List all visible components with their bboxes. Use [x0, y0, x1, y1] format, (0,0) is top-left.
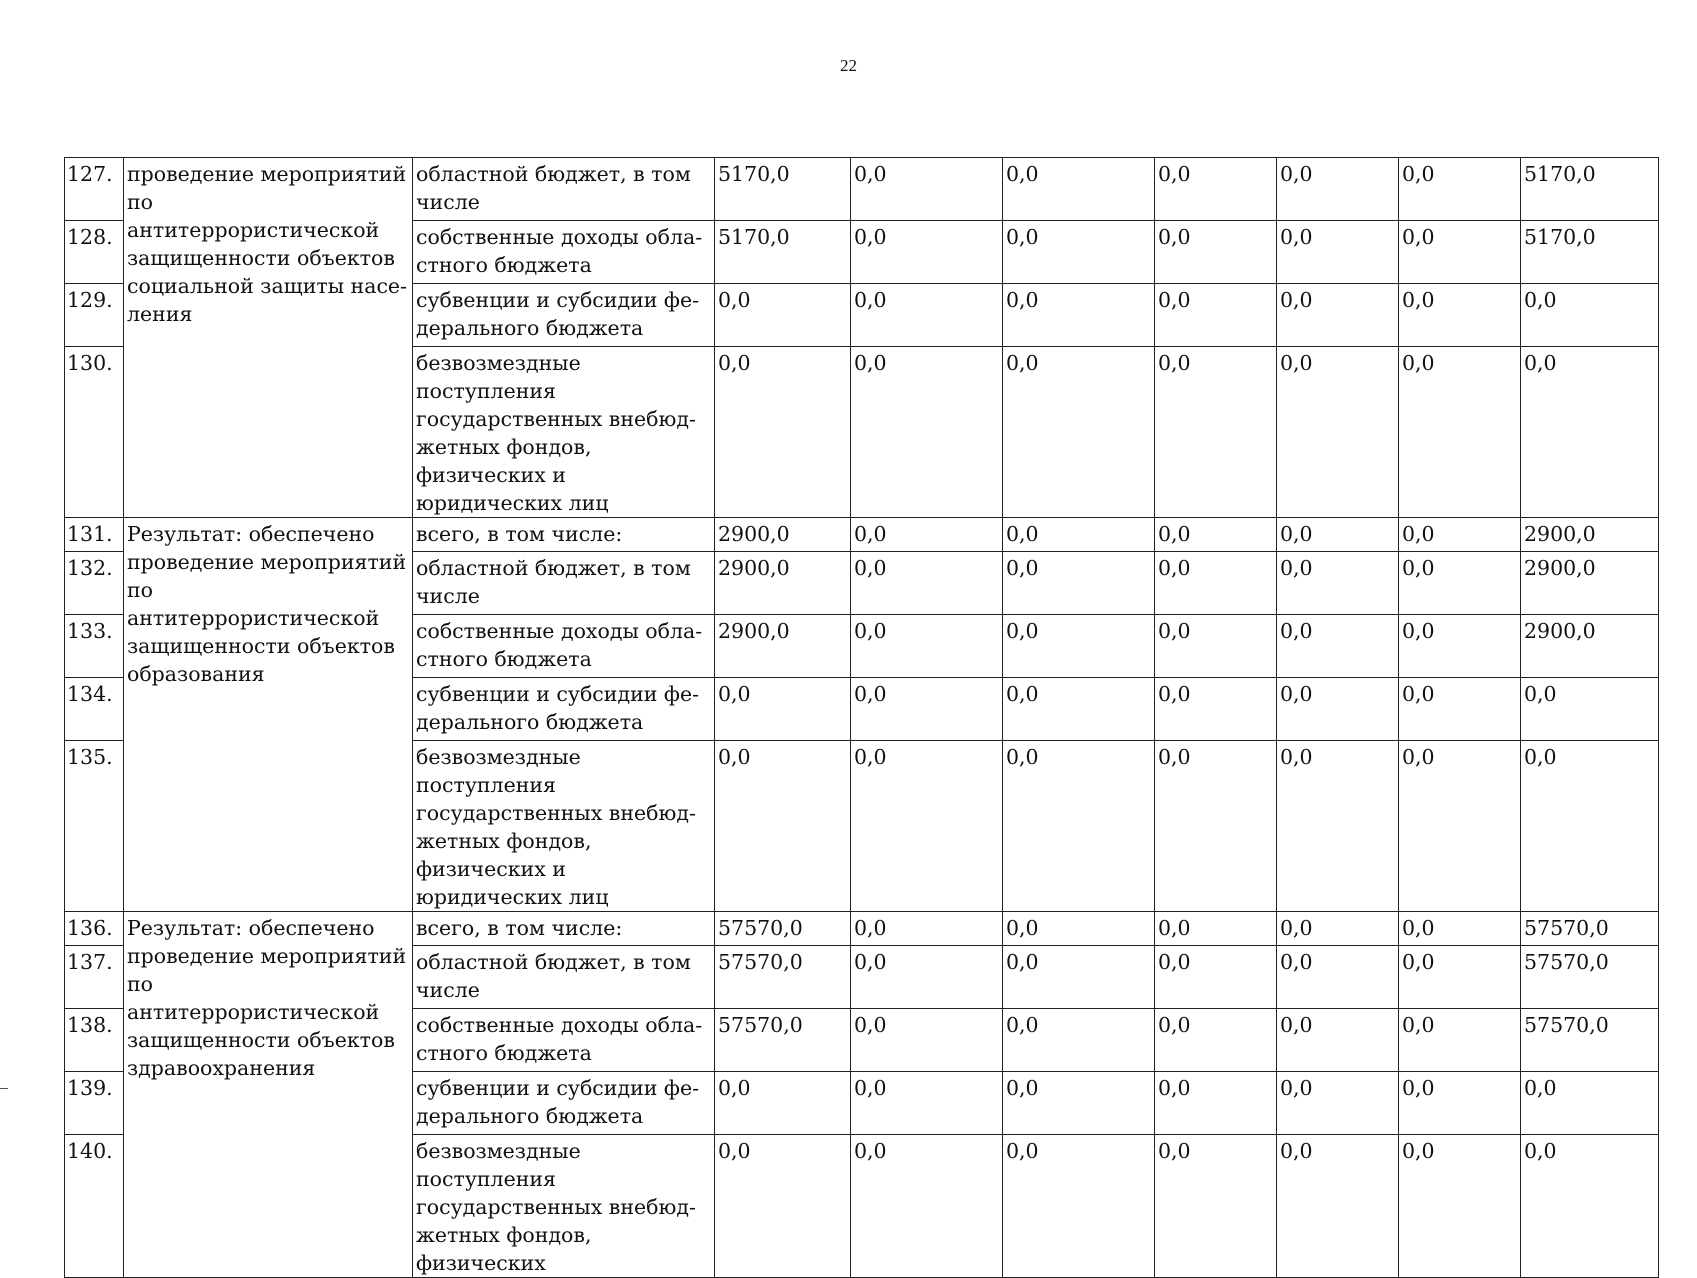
- value-cell: 0,0: [1399, 1009, 1521, 1072]
- value-cell: 0,0: [851, 221, 1003, 284]
- value-cell: 0,0: [715, 678, 851, 741]
- value-cell: 0,0: [851, 158, 1003, 221]
- value-cell: 57570,0: [1521, 1009, 1659, 1072]
- value-cell: 0,0: [715, 741, 851, 912]
- value-cell: 57570,0: [715, 1009, 851, 1072]
- value-cell: 0,0: [1155, 615, 1277, 678]
- value-cell: 0,0: [1399, 284, 1521, 347]
- funding-source: областной бюджет, в том числе: [413, 158, 715, 221]
- value-cell: 0,0: [1399, 1135, 1521, 1278]
- value-cell: 0,0: [1155, 741, 1277, 912]
- value-cell: 0,0: [1521, 347, 1659, 518]
- value-cell: 0,0: [1399, 158, 1521, 221]
- value-cell: 5170,0: [1521, 158, 1659, 221]
- funding-source: областной бюджет, в том числе: [413, 552, 715, 615]
- value-cell: 0,0: [1521, 678, 1659, 741]
- value-cell: 0,0: [1277, 158, 1399, 221]
- value-cell: 0,0: [1277, 1135, 1399, 1278]
- value-cell: 0,0: [1277, 946, 1399, 1009]
- value-cell: 0,0: [1003, 221, 1155, 284]
- value-cell: 0,0: [1277, 615, 1399, 678]
- value-cell: 0,0: [1399, 1072, 1521, 1135]
- value-cell: 0,0: [851, 1135, 1003, 1278]
- row-index: 138.: [65, 1009, 124, 1072]
- table-row: [65, 518, 1659, 552]
- value-cell: 0,0: [851, 1009, 1003, 1072]
- value-cell: 2900,0: [1521, 615, 1659, 678]
- result-cell: Результат: обеспечено проведение мероприятий по антитеррористической защищенности объектов образования: [124, 518, 413, 912]
- row-index: 140.: [65, 1135, 124, 1278]
- value-cell: 0,0: [1399, 912, 1521, 946]
- value-cell: 0,0: [851, 552, 1003, 615]
- value-cell: 0,0: [1399, 741, 1521, 912]
- margin-mark: [0, 1088, 8, 1089]
- value-cell: 0,0: [1155, 518, 1277, 552]
- value-cell: 5170,0: [1521, 221, 1659, 284]
- value-cell: 0,0: [1521, 741, 1659, 912]
- value-cell: 57570,0: [1521, 912, 1659, 946]
- value-cell: 0,0: [851, 741, 1003, 912]
- value-cell: 0,0: [1155, 552, 1277, 615]
- value-cell: 2900,0: [1521, 518, 1659, 552]
- value-cell: 0,0: [851, 1072, 1003, 1135]
- funding-source: субвенции и субсидии фе-дерального бюджета: [413, 678, 715, 741]
- value-cell: 0,0: [1277, 221, 1399, 284]
- value-cell: 57570,0: [1521, 946, 1659, 1009]
- value-cell: 0,0: [851, 284, 1003, 347]
- value-cell: 0,0: [1277, 552, 1399, 615]
- funding-source: безвозмездные поступления государственных внебюд-жетных фондов, физических и юридических лиц: [413, 347, 715, 518]
- value-cell: 0,0: [1003, 158, 1155, 221]
- value-cell: 0,0: [1155, 678, 1277, 741]
- value-cell: 0,0: [1155, 221, 1277, 284]
- value-cell: 0,0: [1155, 1072, 1277, 1135]
- row-index: 134.: [65, 678, 124, 741]
- value-cell: 0,0: [1277, 741, 1399, 912]
- value-cell: 0,0: [1399, 552, 1521, 615]
- funding-source: безвозмездные поступления государственных внебюд-жетных фондов, физических: [413, 1135, 715, 1278]
- value-cell: 0,0: [1399, 347, 1521, 518]
- value-cell: 0,0: [851, 946, 1003, 1009]
- funding-source: собственные доходы обла-стного бюджета: [413, 1009, 715, 1072]
- value-cell: 0,0: [715, 1135, 851, 1278]
- value-cell: 0,0: [1003, 1009, 1155, 1072]
- value-cell: 0,0: [851, 912, 1003, 946]
- value-cell: 0,0: [1003, 615, 1155, 678]
- value-cell: 0,0: [1277, 678, 1399, 741]
- table-row: [65, 912, 1659, 946]
- value-cell: 0,0: [1155, 347, 1277, 518]
- value-cell: 5170,0: [715, 221, 851, 284]
- row-index: 137.: [65, 946, 124, 1009]
- value-cell: 0,0: [851, 615, 1003, 678]
- value-cell: 0,0: [1155, 284, 1277, 347]
- row-index: 135.: [65, 741, 124, 912]
- row-index: 131.: [65, 518, 124, 552]
- value-cell: 0,0: [851, 678, 1003, 741]
- row-index: 129.: [65, 284, 124, 347]
- funding-source: областной бюджет, в том числе: [413, 946, 715, 1009]
- budget-table: [64, 157, 1659, 1278]
- value-cell: 57570,0: [715, 912, 851, 946]
- value-cell: 0,0: [1277, 347, 1399, 518]
- row-index: 139.: [65, 1072, 124, 1135]
- value-cell: 0,0: [1277, 912, 1399, 946]
- value-cell: 0,0: [1003, 518, 1155, 552]
- funding-source: всего, в том числе:: [413, 912, 715, 946]
- value-cell: 0,0: [1399, 946, 1521, 1009]
- value-cell: 0,0: [1003, 912, 1155, 946]
- row-index: 133.: [65, 615, 124, 678]
- value-cell: 0,0: [851, 518, 1003, 552]
- value-cell: 0,0: [1003, 347, 1155, 518]
- value-cell: 0,0: [1277, 1072, 1399, 1135]
- value-cell: 0,0: [1155, 1009, 1277, 1072]
- row-index: 132.: [65, 552, 124, 615]
- value-cell: 0,0: [1003, 1135, 1155, 1278]
- value-cell: 0,0: [1399, 678, 1521, 741]
- row-index: 130.: [65, 347, 124, 518]
- value-cell: 0,0: [715, 284, 851, 347]
- funding-source: субвенции и субсидии фе-дерального бюджета: [413, 1072, 715, 1135]
- row-index: 127.: [65, 158, 124, 221]
- row-index: 128.: [65, 221, 124, 284]
- value-cell: 0,0: [1003, 741, 1155, 912]
- value-cell: 0,0: [1003, 678, 1155, 741]
- value-cell: 0,0: [1003, 284, 1155, 347]
- value-cell: 0,0: [1003, 946, 1155, 1009]
- value-cell: 0,0: [1521, 284, 1659, 347]
- value-cell: 0,0: [1399, 518, 1521, 552]
- value-cell: 2900,0: [1521, 552, 1659, 615]
- page-number: 22: [840, 56, 857, 75]
- result-cell: Результат: обеспечено проведение мероприятий по антитеррористической защищенности объектов здравоохранения: [124, 912, 413, 1278]
- value-cell: 0,0: [1003, 552, 1155, 615]
- value-cell: 2900,0: [715, 552, 851, 615]
- funding-source: собственные доходы обла-стного бюджета: [413, 615, 715, 678]
- funding-source: субвенции и субсидии фе-дерального бюджета: [413, 284, 715, 347]
- value-cell: 0,0: [1003, 1072, 1155, 1135]
- value-cell: 57570,0: [715, 946, 851, 1009]
- funding-source: безвозмездные поступления государственных внебюд-жетных фондов, физических и юридических лиц: [413, 741, 715, 912]
- value-cell: 0,0: [1399, 221, 1521, 284]
- value-cell: 0,0: [1521, 1072, 1659, 1135]
- table-body: [65, 158, 1659, 1278]
- funding-source: собственные доходы обла-стного бюджета: [413, 221, 715, 284]
- value-cell: 0,0: [1521, 1135, 1659, 1278]
- value-cell: 0,0: [1155, 158, 1277, 221]
- value-cell: 2900,0: [715, 615, 851, 678]
- value-cell: 0,0: [851, 347, 1003, 518]
- value-cell: 0,0: [1277, 518, 1399, 552]
- value-cell: 0,0: [1399, 615, 1521, 678]
- table-row: [65, 158, 1659, 221]
- value-cell: 5170,0: [715, 158, 851, 221]
- value-cell: 0,0: [1277, 1009, 1399, 1072]
- value-cell: 2900,0: [715, 518, 851, 552]
- value-cell: 0,0: [1277, 284, 1399, 347]
- value-cell: 0,0: [715, 347, 851, 518]
- value-cell: 0,0: [715, 1072, 851, 1135]
- value-cell: 0,0: [1155, 946, 1277, 1009]
- value-cell: 0,0: [1155, 1135, 1277, 1278]
- value-cell: 0,0: [1155, 912, 1277, 946]
- result-cell: проведение мероприятий по антитеррористической защищенности объектов социальной защиты насе-ления: [124, 158, 413, 518]
- row-index: 136.: [65, 912, 124, 946]
- funding-source: всего, в том числе:: [413, 518, 715, 552]
